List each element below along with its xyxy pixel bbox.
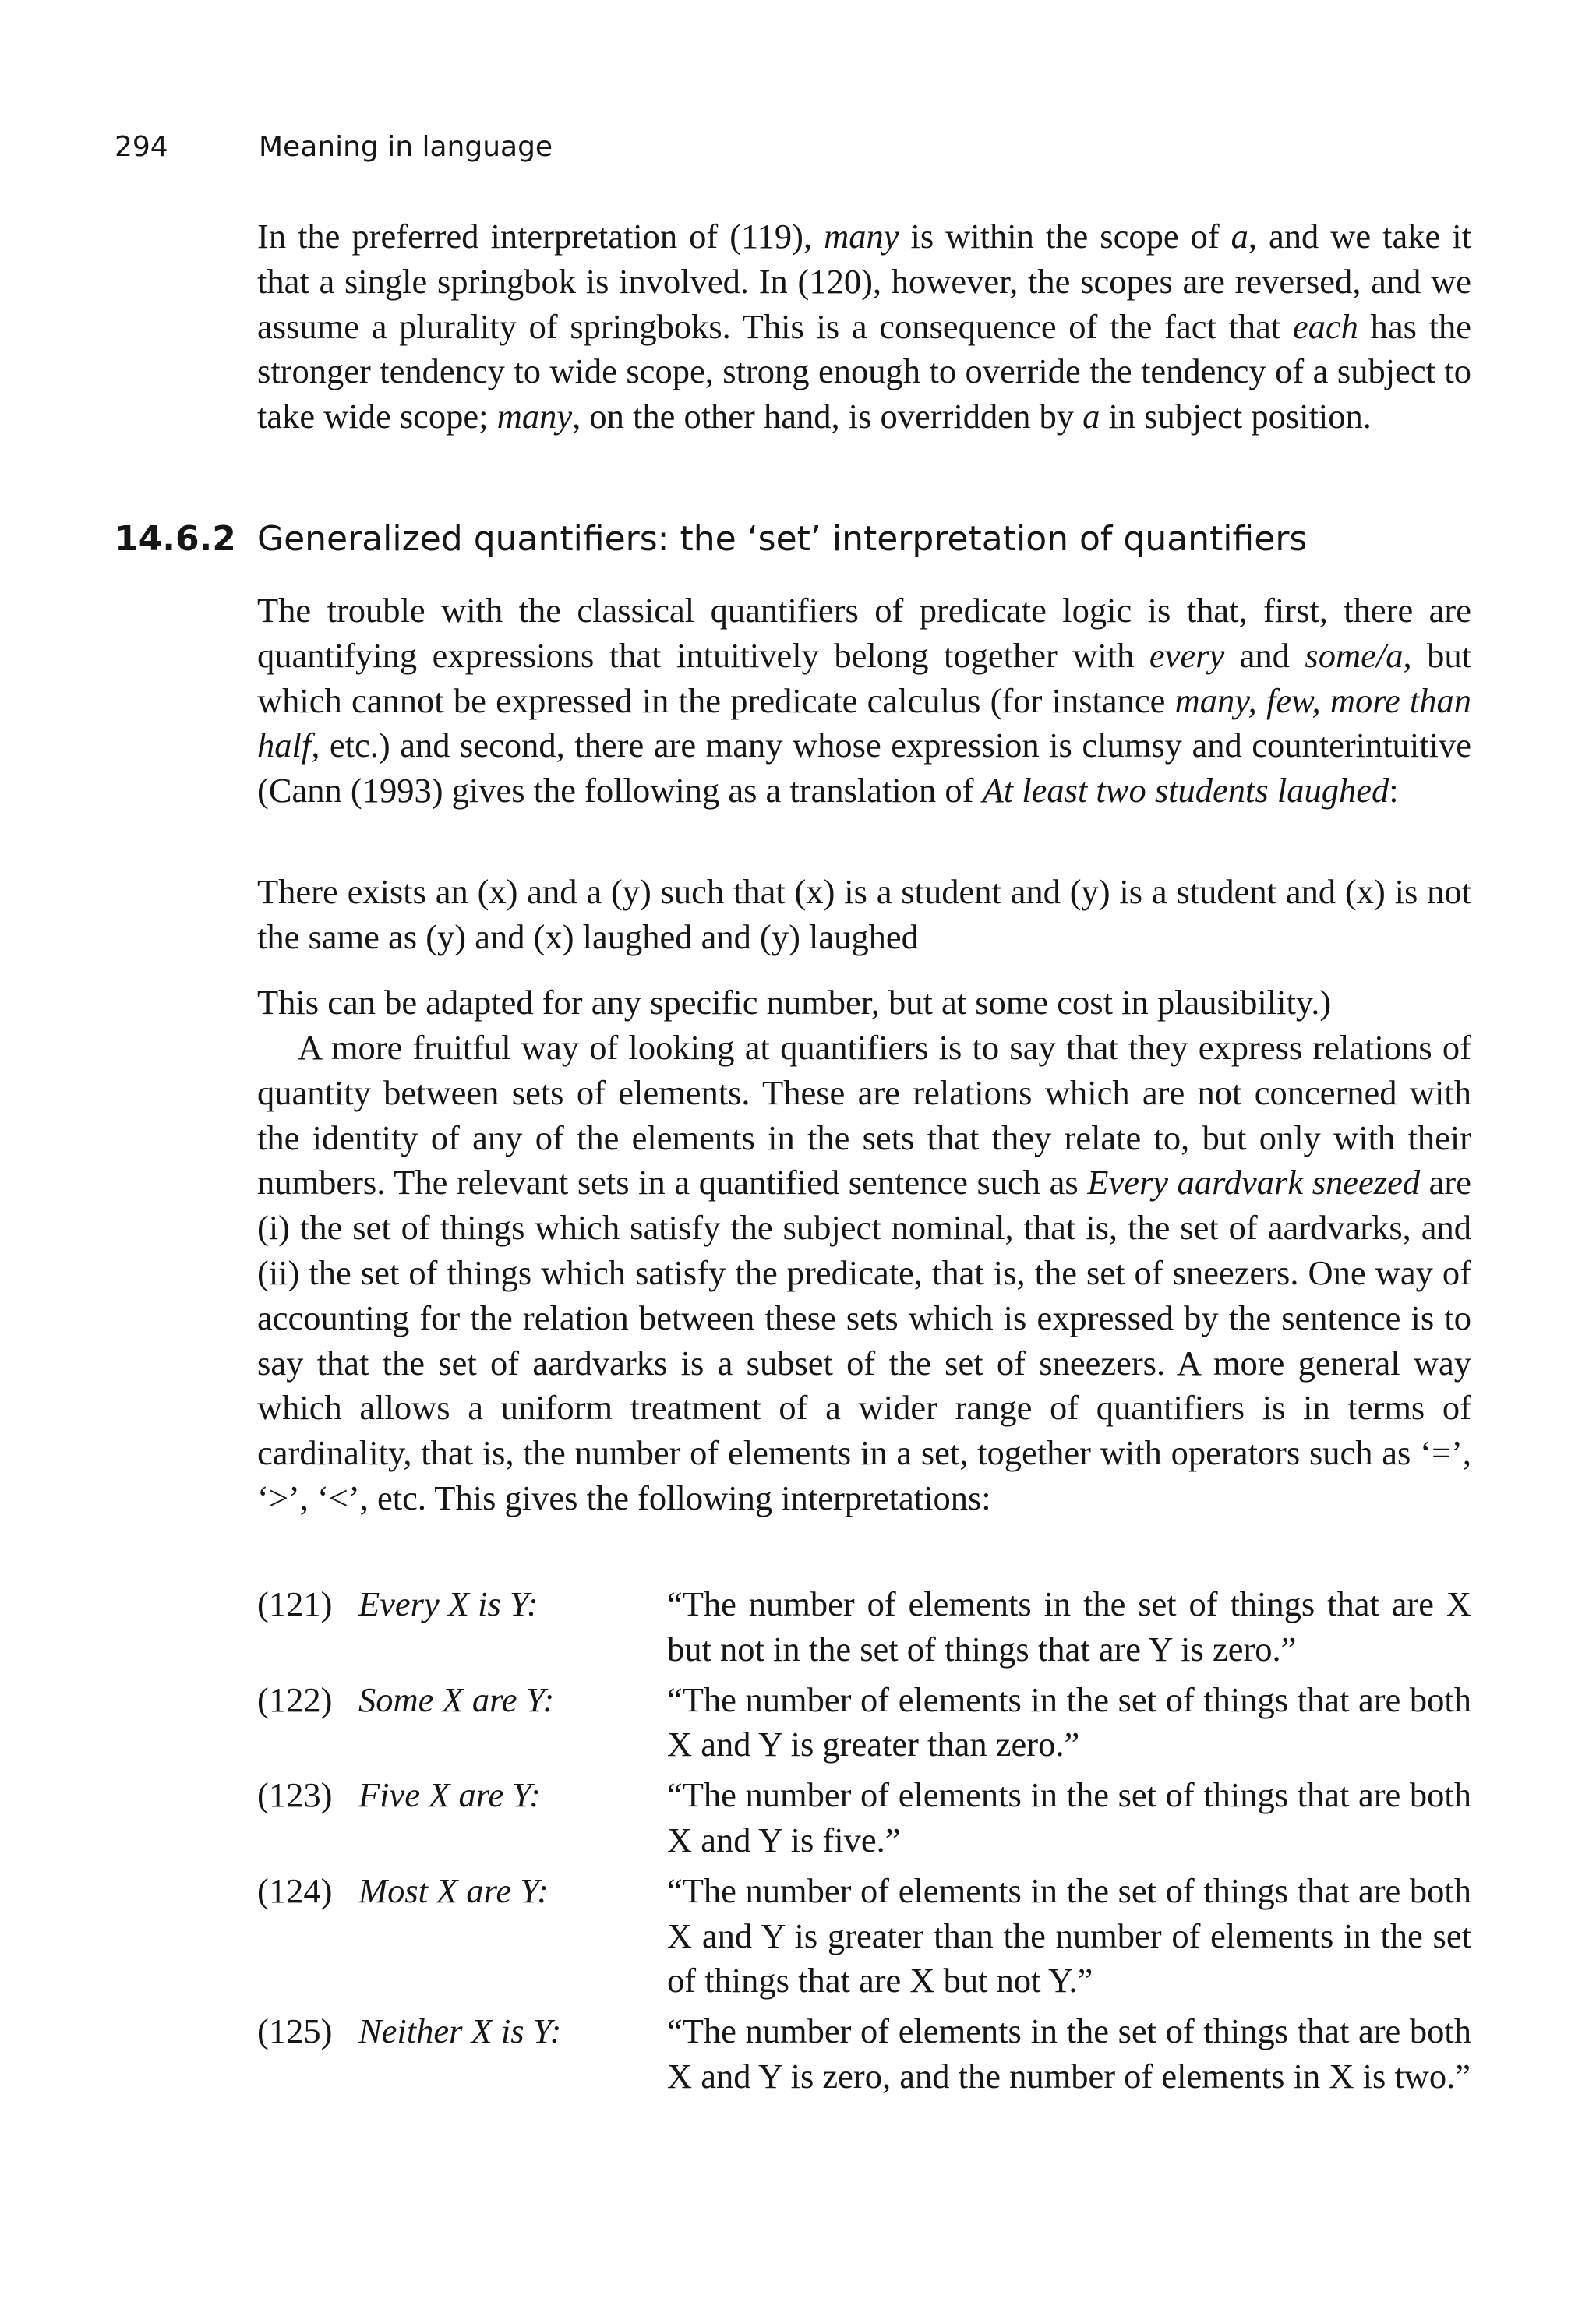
italic-term: a: [1231, 217, 1248, 256]
paragraph-plausibility: [257, 980, 1471, 1026]
block-quote: [257, 870, 1471, 960]
example-number: (123): [257, 1775, 333, 1815]
text-run: is within the scope of: [899, 217, 1231, 256]
example-form: Neither X is Y:: [358, 2011, 562, 2051]
example-form: Five X are Y:: [358, 1775, 541, 1815]
example-gloss: “The number of elements in the set of things that are X but not in the set of things that are Y is zero.”: [667, 1584, 1471, 1669]
example-form: Every X is Y:: [358, 1584, 538, 1623]
text-run: in subject position.: [1100, 397, 1372, 436]
italic-term: many: [824, 217, 899, 256]
example-gloss: “The number of elements in the set of things that are both X and Y is zero, and the number of elements in X is two.”: [667, 2011, 1471, 2096]
example-number: (125): [257, 2011, 333, 2051]
example-item: [257, 1869, 1471, 2004]
example-gloss: “The number of elements in the set of things that are both X and Y is five.”: [667, 1775, 1471, 1859]
text-run: :: [1389, 771, 1399, 810]
paragraph-set-interpretation: [257, 1026, 1471, 1521]
example-item: [257, 1773, 1471, 1863]
text-run: In the preferred interpretation of (119),: [257, 217, 824, 256]
example-form: Some X are Y:: [358, 1679, 555, 1719]
italic-term: many: [496, 397, 573, 436]
italic-term: each: [1292, 306, 1358, 346]
text-run: , and we take it that a single springbok is involved. In (120), however, the scopes are reversed, and we assume a plurality of springboks. This is a consequence of the fact that: [257, 217, 1471, 346]
example-item: [257, 2009, 1471, 2099]
running-head: [115, 131, 553, 163]
example-number: (121): [257, 1584, 333, 1623]
italic-term: every: [1149, 635, 1225, 675]
section-title: Generalized quantifiers: the ‘set’ interpretation of quantifiers: [257, 519, 1308, 559]
italic-term: a: [1082, 397, 1100, 436]
page-number: 294: [115, 131, 168, 163]
example-form: Most X are Y:: [358, 1870, 549, 1910]
text-run: etc.) and second, there are many whose expression is clumsy and counterintuitive (Cann (1993) gives the following as a translation of: [257, 726, 1471, 810]
paragraph-classical-quantifiers: [257, 588, 1471, 814]
text-run: The trouble with the classical quantifiers of predicate logic is that, first, there are quantifying expressions that intuitively belong together with: [257, 591, 1471, 675]
italic-term: many, few, more than half,: [257, 680, 1471, 765]
text-run: has the stronger tendency to wide scope, strong enough to override the tendency of a subject to take wide scope;: [257, 306, 1472, 436]
text-run: , but which cannot be expressed in the predicate calculus (for instance: [257, 635, 1471, 720]
example-number: (122): [257, 1679, 333, 1719]
text-run: and: [1224, 635, 1305, 675]
example-gloss: “The number of elements in the set of things that are both X and Y is greater than zero.”: [667, 1679, 1471, 1764]
text-run: , on the other hand, is overridden by: [572, 397, 1083, 436]
running-title: Meaning in language: [259, 131, 553, 163]
example-number: (124): [257, 1870, 333, 1910]
section-number: 14.6.2: [115, 519, 236, 559]
text-run: are (i) the set of things which satisfy the subject nominal, that is, the set of aardvarks, and (ii) the set of things which satisfy the predicate, that is, the set of sneezers. One way of accounting for the relation between these sets which is expressed by the sentence is to say that the set of aardvarks is a subset of the set of sneezers. A more general way which allows a uniform treatment of a wider range of quantifiers is in terms of cardinality, that is, the number of elements in a set, together with operators such as ‘=’, ‘>’, ‘<’, etc. This gives the following interpretations:: [257, 1163, 1472, 1517]
paragraph-scope: [257, 214, 1471, 440]
example-item: [257, 1582, 1471, 1672]
quote-text: There exists an (x) and a (y) such that (x) is a student and (y) is a student and (x) is not the same as (y) and (x) laughed and (y) laughed: [257, 872, 1471, 956]
example-item: [257, 1678, 1471, 1768]
italic-term: Every aardvark sneezed: [1087, 1163, 1421, 1202]
italic-term: At least two students laughed: [982, 771, 1389, 810]
example-gloss: “The number of elements in the set of things that are both X and Y is greater than the number of elements in the set of things that are X but not Y.”: [667, 1870, 1471, 2001]
section-heading: [115, 516, 1517, 563]
paragraph-text: This can be adapted for any specific number, but at some cost in plausibility.): [257, 983, 1332, 1022]
examples-list: [257, 1582, 1471, 2105]
italic-term: some/a: [1305, 635, 1404, 675]
text-run: A more fruitful way of looking at quantifiers is to say that they express relations of quantity between sets of elements. These are relations which are not concerned with the identity of any of the elements in the sets that they relate to, but only with their numbers. The relevant sets in a quantified sentence such as: [257, 1028, 1471, 1202]
